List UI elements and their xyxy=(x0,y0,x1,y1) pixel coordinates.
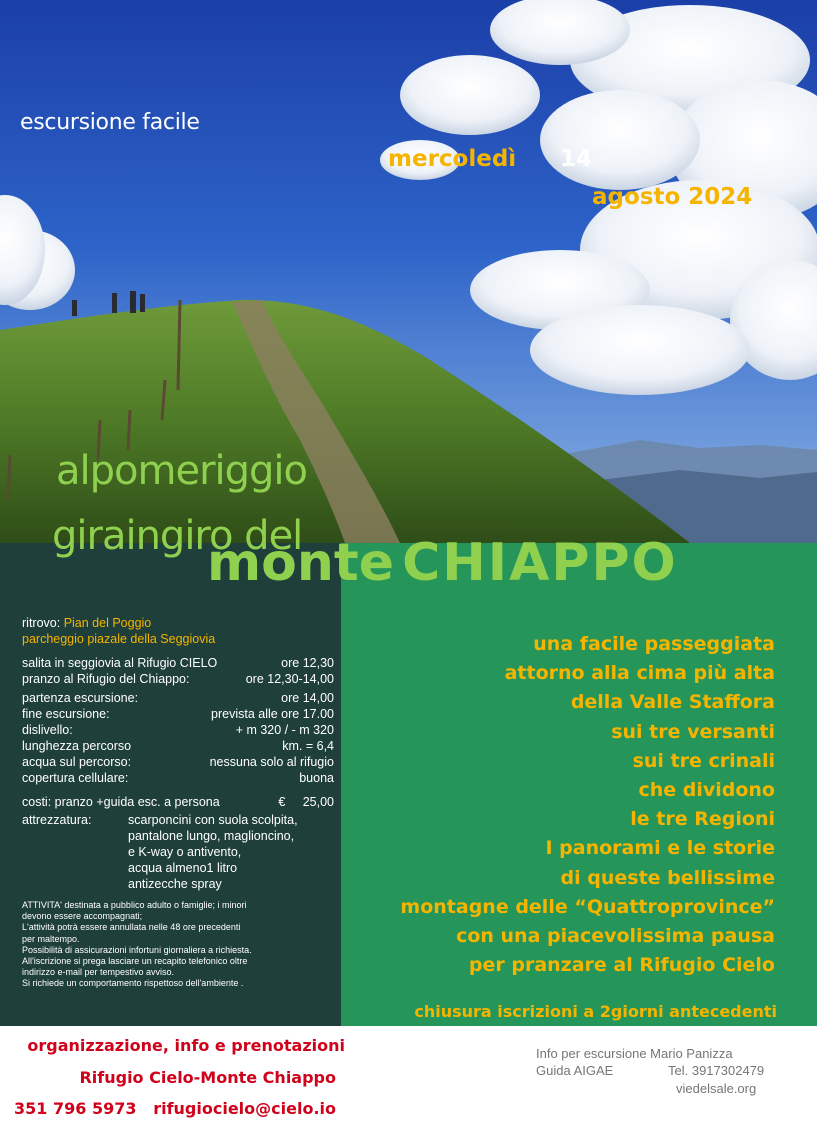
details-row xyxy=(22,690,334,706)
description-line: sui tre versanti xyxy=(611,720,775,743)
equipment-item: e K-way o antivento, xyxy=(128,845,242,859)
schedule-label: salita in seggiovia al Rifugio CIELO xyxy=(22,656,218,670)
details-label: copertura cellulare: xyxy=(22,771,129,785)
guide-info: Info per escursione Mario Panizza xyxy=(536,1046,733,1061)
details-value: buona xyxy=(299,771,334,785)
description-line: che dividono xyxy=(638,779,775,802)
details-list xyxy=(22,690,334,786)
details-value: nessuna solo al rifugio xyxy=(209,755,334,769)
note-line: All'iscrizione si prega lasciare un recapito telefonico oltre xyxy=(22,956,248,967)
title-line-3 xyxy=(207,533,678,593)
details-row xyxy=(22,770,334,786)
details-row xyxy=(22,754,334,770)
organization-name: Rifugio Cielo-Monte Chiappo xyxy=(79,1068,336,1087)
excursion-type: escursione facile xyxy=(20,110,200,135)
schedule-value: ore 12,30 xyxy=(281,656,334,670)
details-value: km. = 6,4 xyxy=(282,739,334,753)
organization-contacts xyxy=(0,1099,336,1118)
note-line: ATTIVITA' destinata a pubblico adulto o famiglie; i minori xyxy=(22,900,247,910)
title-line-1: alpomeriggio xyxy=(56,448,307,494)
notes-block xyxy=(22,900,334,990)
note-line: devono essere accompagnati; xyxy=(22,911,143,922)
details-value: prevista alle ore 17.00 xyxy=(211,707,334,721)
description-line: con una piacevolissima pausa xyxy=(456,925,775,948)
event-month-year: agosto 2024 xyxy=(592,184,753,210)
equipment-items xyxy=(128,812,298,892)
details-label: partenza escursione: xyxy=(22,691,139,705)
schedule-value: ore 12,30-14,00 xyxy=(245,672,334,686)
description-line: attorno alla cima più alta xyxy=(504,662,775,685)
description-text xyxy=(335,630,775,980)
event-day-number: 14 xyxy=(560,146,593,172)
description-line: le tre Regioni xyxy=(630,808,775,831)
description-line: una facile passeggiata xyxy=(533,633,775,655)
costs-label: costi: pranzo +guida esc. a persona xyxy=(22,795,220,809)
details-label: fine escursione: xyxy=(22,707,110,721)
details-row xyxy=(22,738,334,754)
equipment-block xyxy=(22,812,334,892)
schedule-label: pranzo al Rifugio del Chiappo: xyxy=(22,672,190,686)
description-line: per pranzare al Rifugio Cielo xyxy=(468,954,775,977)
note-line: L'attività potrà essere annullata nelle 48 ore precedenti xyxy=(22,922,241,933)
note-line: Si richiede un comportamento rispettoso dell'ambiente . xyxy=(22,978,244,989)
details-row xyxy=(22,706,334,722)
costs-row xyxy=(22,794,334,810)
currency-symbol: € xyxy=(278,795,286,809)
note-line: per maltempo. xyxy=(22,933,80,944)
organization-heading: organizzazione, info e prenotazioni xyxy=(27,1036,345,1055)
description-line: della Valle Staffora xyxy=(570,691,775,714)
meeting-label: ritrovo: xyxy=(22,616,61,630)
guide-role: Guida AIGAE xyxy=(536,1063,614,1078)
title-word-chiappo: CHIAPPO xyxy=(402,533,678,593)
details-label: lunghezza percorso xyxy=(22,739,132,753)
equipment-item: antizecche spray xyxy=(128,877,222,891)
meeting-parking: parcheggio piazale della Seggiovia xyxy=(22,632,216,646)
event-weekday: mercoledì xyxy=(388,146,517,172)
title-line-2: giraingiro del xyxy=(52,513,303,559)
guide-phone[interactable]: Tel. 3917302479 xyxy=(668,1063,765,1078)
note-line: indirizzo e-mail per tempestivo avviso. xyxy=(22,967,175,978)
description-line: sui tre crinali xyxy=(632,749,775,772)
equipment-item: pantalone lungo, maglioncino, xyxy=(128,829,295,843)
description-line: di queste bellissime xyxy=(560,866,775,889)
schedule-row xyxy=(22,671,334,687)
equipment-item: scarponcini con suola scolpita, xyxy=(128,813,298,827)
organization-email[interactable]: rifugiocielo@cielo.io xyxy=(153,1099,336,1118)
schedule-list xyxy=(22,655,334,687)
details-value: + m 320 / - m 320 xyxy=(235,723,334,737)
details-row xyxy=(22,722,334,738)
guide-website[interactable]: viedelsale.org xyxy=(676,1081,757,1096)
registration-deadline: chiusura iscrizioni a 2giorni antecedenti xyxy=(414,1002,777,1021)
costs-amount: 25,00 xyxy=(302,795,334,809)
meeting-place: Pian del Poggio xyxy=(63,616,152,630)
equipment-item: acqua almeno1 litro xyxy=(128,861,238,875)
details-label: dislivello: xyxy=(22,723,73,737)
schedule-row xyxy=(22,655,334,671)
title-word-monte: monte xyxy=(207,533,395,593)
hero-photo xyxy=(0,0,817,543)
details-value: ore 14,00 xyxy=(281,691,334,705)
organization-phone[interactable]: 351 796 5973 xyxy=(14,1099,137,1118)
details-label: acqua sul percorso: xyxy=(22,755,132,769)
equipment-label: attrezzatura: xyxy=(22,813,92,827)
description-line: montagne delle “Quattroprovince” xyxy=(400,895,775,918)
meeting-point xyxy=(22,615,334,647)
note-line: Possibilità di assicurazioni infortuni giornaliera a richiesta. xyxy=(22,944,252,955)
description-line: I panorami e le storie xyxy=(545,837,775,860)
